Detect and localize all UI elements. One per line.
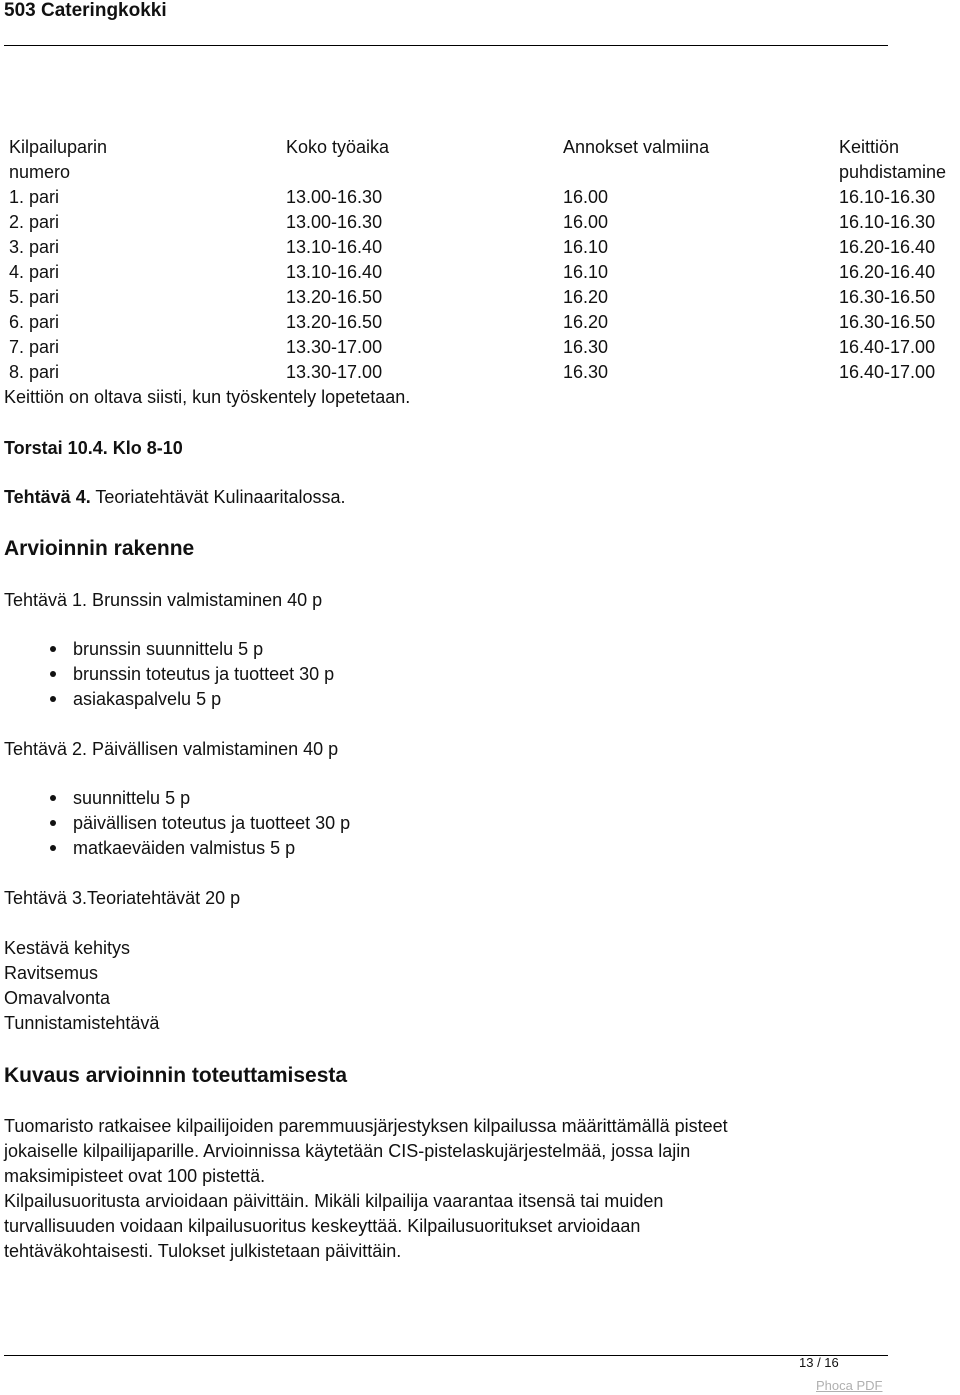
- table-header-cell: numero: [9, 162, 71, 182]
- table-cell: 13.20-16.50: [286, 312, 383, 332]
- table-cell: 16.10-16.30: [839, 187, 936, 207]
- table-cell: 16.00: [563, 187, 609, 207]
- description-heading: Kuvaus arvioinnin toteuttamisesta: [4, 1064, 348, 1087]
- bullet-icon: [50, 646, 56, 652]
- table-cell: 16.40-17.00: [839, 362, 936, 382]
- table-cell: 16.30-16.50: [839, 287, 936, 307]
- table-cell: 5. pari: [9, 287, 60, 307]
- table-cell: 16.30: [563, 362, 609, 382]
- table-cell: 16.20-16.40: [839, 237, 936, 257]
- table-cell: 16.20: [563, 312, 609, 332]
- table-cell: 16.30-16.50: [839, 312, 936, 332]
- header-divider: [4, 45, 888, 46]
- bullet-icon: [50, 795, 56, 801]
- list-item: Omavalvonta: [4, 988, 111, 1008]
- paragraph-line: jokaiselle kilpailijaparille. Arvioinnissa käytetään CIS-pistelaskujärjestelmää, jossa lajin: [4, 1141, 691, 1161]
- task2-title: Tehtävä 2. Päivällisen valmistaminen 40 p: [4, 739, 339, 759]
- task3-title: Tehtävä 3.Teoriatehtävät 20 p: [4, 888, 241, 908]
- list-item: brunssin toteutus ja tuotteet 30 p: [73, 664, 335, 684]
- page-title: 503 Cateringkokki: [4, 0, 167, 21]
- footer-divider: [4, 1355, 888, 1356]
- table-header-cell: Koko työaika: [286, 137, 390, 157]
- table-cell: 16.20-16.40: [839, 262, 936, 282]
- bullet-icon: [50, 696, 56, 702]
- table-cell: 16.20: [563, 287, 609, 307]
- table-cell: 13.10-16.40: [286, 262, 383, 282]
- table-cell: 16.10: [563, 237, 609, 257]
- paragraph-line: tehtäväkohtaisesti. Tulokset julkistetaan päivittäin.: [4, 1241, 402, 1261]
- table-cell: 13.00-16.30: [286, 187, 383, 207]
- list-item: brunssin suunnittelu 5 p: [73, 639, 264, 659]
- phoca-pdf-link[interactable]: Phoca PDF: [816, 1378, 883, 1393]
- list-item: suunnittelu 5 p: [73, 788, 191, 808]
- list-item: Tunnistamistehtävä: [4, 1013, 160, 1033]
- page-number: 13 / 16: [799, 1355, 839, 1370]
- table-cell: 4. pari: [9, 262, 60, 282]
- list-item: asiakaspalvelu 5 p: [73, 689, 222, 709]
- task4-label: Tehtävä 4.: [4, 487, 91, 507]
- paragraph-line: Kilpailusuoritusta arvioidaan päivittäin. Mikäli kilpailija vaarantaa itsensä tai muiden: [4, 1191, 664, 1211]
- paragraph-line: turvallisuuden voidaan kilpailusuoritus keskeyttää. Kilpailusuoritukset arvioidaan: [4, 1216, 641, 1236]
- paragraph-line: maksimipisteet ovat 100 pistettä.: [4, 1166, 266, 1186]
- schedule-note: Keittiön on oltava siisti, kun työskentely lopetetaan.: [4, 387, 411, 407]
- table-cell: 1. pari: [9, 187, 60, 207]
- thursday-heading: Torstai 10.4. Klo 8-10: [4, 438, 183, 458]
- table-cell: 8. pari: [9, 362, 60, 382]
- table-cell: 16.30: [563, 337, 609, 357]
- table-header-cell: Keittiön: [839, 137, 900, 157]
- table-header-cell: Kilpailuparin: [9, 137, 108, 157]
- table-cell: 16.00: [563, 212, 609, 232]
- list-item: Ravitsemus: [4, 963, 99, 983]
- table-cell: 3. pari: [9, 237, 60, 257]
- evaluation-heading: Arvioinnin rakenne: [4, 537, 195, 560]
- table-cell: 2. pari: [9, 212, 60, 232]
- table-cell: 7. pari: [9, 337, 60, 357]
- list-item: päivällisen toteutus ja tuotteet 30 p: [73, 813, 351, 833]
- table-cell: 16.10-16.30: [839, 212, 936, 232]
- bullet-icon: [50, 845, 56, 851]
- table-cell: 13.30-17.00: [286, 337, 383, 357]
- table-cell: 13.00-16.30: [286, 212, 383, 232]
- table-header-cell: puhdistamine: [839, 162, 947, 182]
- task1-title: Tehtävä 1. Brunssin valmistaminen 40 p: [4, 590, 323, 610]
- list-item: matkaeväiden valmistus 5 p: [73, 838, 296, 858]
- table-cell: 13.20-16.50: [286, 287, 383, 307]
- table-cell: 13.10-16.40: [286, 237, 383, 257]
- bullet-icon: [50, 820, 56, 826]
- table-cell: 6. pari: [9, 312, 60, 332]
- table-cell: 13.30-17.00: [286, 362, 383, 382]
- task4-line: [4, 485, 346, 510]
- table-cell: 16.10: [563, 262, 609, 282]
- bullet-icon: [50, 671, 56, 677]
- task4-text: Teoriatehtävät Kulinaaritalossa.: [90, 487, 346, 507]
- table-header-cell: Annokset valmiina: [563, 137, 710, 157]
- list-item: Kestävä kehitys: [4, 938, 131, 958]
- table-cell: 16.40-17.00: [839, 337, 936, 357]
- paragraph-line: Tuomaristo ratkaisee kilpailijoiden paremmuusjärjestyksen kilpailussa määrittämällä pisteet: [4, 1116, 728, 1136]
